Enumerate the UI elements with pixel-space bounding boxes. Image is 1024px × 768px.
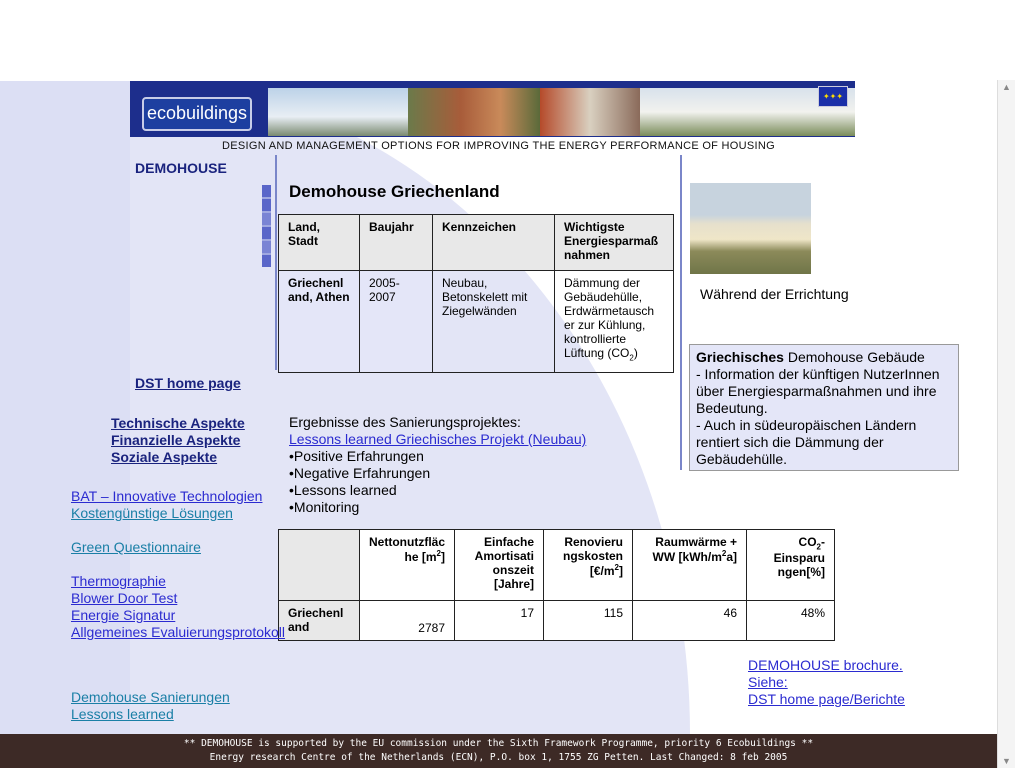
table-cell: 115	[544, 601, 633, 641]
overview-table	[278, 214, 674, 373]
sidebar-item-energie[interactable]: Energie Signatur	[71, 607, 176, 623]
sidebar-item-technische[interactable]: Technische Aspekte	[111, 415, 245, 431]
table-cell: 17	[455, 601, 544, 641]
table-header-cell	[279, 530, 360, 601]
footer	[0, 734, 997, 768]
sidebar-item-sanierungen[interactable]: Demohouse Sanierungen	[71, 689, 230, 705]
sidebar-item-blower[interactable]: Blower Door Test	[71, 590, 178, 606]
table-header-cell: Nettonutzfläc he $[m^2]$	[360, 530, 455, 601]
results-table	[278, 529, 835, 641]
info-box-bold: Griechisches	[696, 349, 784, 365]
vertical-divider	[680, 155, 682, 470]
table-cell: 46	[633, 601, 747, 641]
table-cell: Griechenl and, Athen	[279, 271, 360, 373]
sidebar-item-green[interactable]: Green Questionnaire	[71, 539, 201, 555]
footer-line: ** DEMOHOUSE is supported by the EU commission under the Sixth Framework Programme, priority 6 Ecobuildings **	[183, 738, 814, 749]
scroll-down-icon[interactable]: ▼	[1002, 756, 1011, 766]
vertical-divider-left	[275, 155, 277, 370]
table-cell: Griechenl and	[279, 601, 360, 641]
page-title: Demohouse Griechenland	[289, 182, 500, 201]
table-cell: 2005-2007	[360, 271, 433, 373]
table-header-cell: Renovieru ngskosten $[€/m^2]$	[544, 530, 633, 601]
banner-photo-2	[408, 88, 540, 136]
sidebar-item-finanzielle[interactable]: Finanzielle Aspekte	[111, 432, 241, 448]
table-cell: Neubau, Betonskelett mit Ziegelwänden	[433, 271, 555, 373]
section-title: DEMOHOUSE	[135, 160, 227, 176]
brochure-link[interactable]: DEMOHOUSE brochure.	[748, 657, 903, 673]
footer-line: Energy research Centre of the Netherlands (ECN), P.O. box 1, 1755 ZG Petten. Last Changed: 8 feb 2005	[209, 752, 788, 763]
eu-flag-icon: ✦✦✦	[818, 86, 848, 107]
table-header-cell: Raumwärme + WW $[kWh/m^2a]$	[633, 530, 747, 601]
list-item: •Lessons learned	[289, 482, 397, 498]
sidebar-item-kosten[interactable]: Kostengünstige Lösungen	[71, 505, 233, 521]
info-box-line: - Information der künftigen NutzerInnen über Energiesparmaßnahmen und ihre Bedeutung.	[696, 366, 940, 416]
dst-berichte-link[interactable]: DST home page/Berichte	[748, 691, 905, 707]
table-header-cell: Land, Stadt	[279, 215, 360, 271]
building-photo	[690, 183, 811, 274]
list-item: •Negative Erfahrungen	[289, 465, 431, 481]
banner-photo-1	[268, 88, 408, 136]
banner-photo-3	[540, 88, 640, 136]
table-header-row	[279, 215, 674, 271]
sidebar-item-soziale[interactable]: Soziale Aspekte	[111, 449, 218, 465]
table-header-cell: Kennzeichen	[433, 215, 555, 271]
info-box-line: - Auch in südeuropäischen Ländern rentiert sich die Dämmung der Gebäudehülle.	[696, 417, 917, 467]
sidebar-item-dst-home[interactable]: DST home page	[135, 375, 241, 391]
results-list	[289, 448, 430, 516]
list-item: •Positive Erfahrungen	[289, 448, 424, 464]
sidebar-item-thermo[interactable]: Thermographie	[71, 573, 166, 589]
color-strip	[262, 185, 271, 267]
tagline: DESIGN AND MANAGEMENT OPTIONS FOR IMPROVING THE ENERGY PERFORMANCE OF HOUSING	[222, 140, 775, 152]
table-cell: 2787	[360, 601, 455, 641]
table-header-cell: Baujahr	[360, 215, 433, 271]
lessons-link[interactable]: Lessons learned Griechisches Projekt (Neubau)	[289, 431, 587, 447]
info-box	[689, 344, 959, 471]
table-cell: Dämmung der Gebäudehülle, Erdwärmetausch er zur Kühlung, kontrollierte Lüftung $(CO_2)$	[555, 271, 674, 373]
table-row	[279, 271, 674, 373]
table-cell: 48%	[747, 601, 835, 641]
table-header-cell: Einfache Amortisati onszeit [Jahre]	[455, 530, 544, 601]
info-box-title: Demohouse Gebäude	[783, 349, 925, 365]
list-item: •Monitoring	[289, 499, 360, 515]
vertical-scrollbar[interactable]	[997, 80, 1015, 768]
table-row	[279, 601, 835, 641]
scroll-up-icon[interactable]: ▲	[1002, 82, 1011, 92]
table-header-cell: $CO_2$-Einsparu ngen[%]	[747, 530, 835, 601]
siehe-link[interactable]: Siehe:	[748, 674, 788, 690]
sidebar-item-bat[interactable]: BAT – Innovative Technologien	[71, 488, 263, 504]
ecobuildings-logo: ecobuildings	[142, 97, 252, 131]
table-header-cell: Wichtigste Energiesparmaß nahmen	[555, 215, 674, 271]
sidebar-item-eval[interactable]: Allgemeines Evaluierungsprotokoll	[71, 624, 286, 640]
results-intro: Ergebnisse des Sanierungsprojektes:	[289, 414, 521, 430]
sidebar-item-lessons[interactable]: Lessons learned	[71, 706, 174, 722]
photo-caption: Während der Errichtung	[700, 286, 849, 302]
table-header-row	[279, 530, 835, 601]
